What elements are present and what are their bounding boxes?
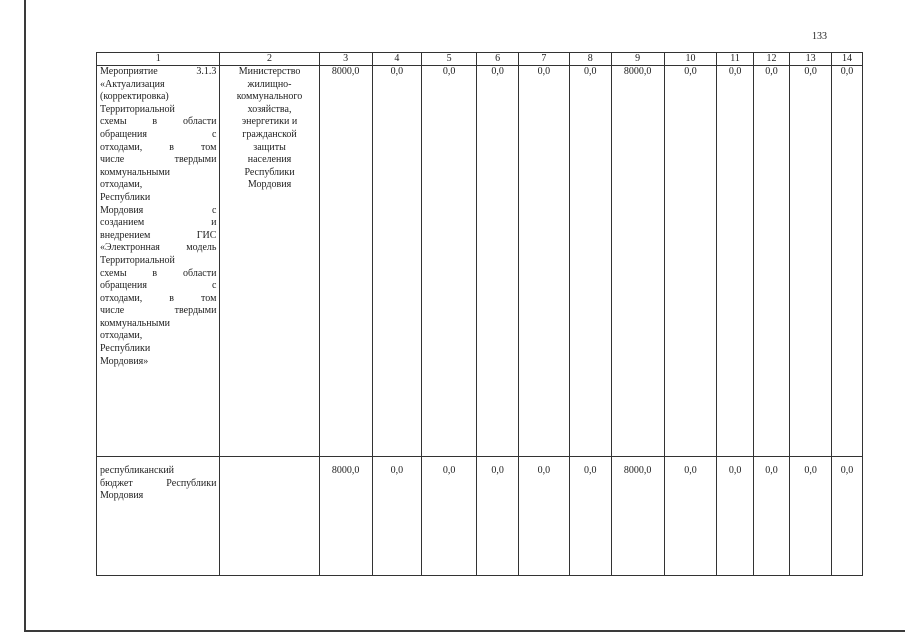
text-line: обращения с (100, 128, 217, 140)
column-header: 10 (664, 53, 717, 66)
text-line: Мордовия (100, 490, 144, 502)
value-cell: 0,0 (832, 66, 863, 457)
value-cell: 0,0 (717, 457, 753, 576)
text-line: коммунальными (100, 317, 170, 329)
text-line: хозяйства, (247, 103, 292, 115)
column-header: 5 (422, 53, 477, 66)
value-cell: 0,0 (477, 66, 519, 457)
text-line: Министерство (238, 66, 301, 77)
column-header: 8 (569, 53, 611, 66)
text-line: схемы в области (100, 267, 217, 279)
table-row-measure (97, 66, 863, 457)
text-line: внедрением ГИС (100, 229, 217, 241)
text-line: жилищно- (247, 78, 292, 90)
column-header: 3 (319, 53, 372, 66)
value-cell: 0,0 (569, 66, 611, 457)
value-cell: 8000,0 (611, 457, 664, 576)
text-line: защиты (253, 141, 286, 153)
responsible-executor-cell (220, 66, 319, 457)
text-line: бюджет Республики (100, 477, 217, 489)
text-line: отходами, в том (100, 141, 217, 153)
budget-table (96, 52, 863, 576)
text-line: обращения с (100, 280, 217, 292)
column-header: 1 (97, 53, 220, 66)
value-cell: 8000,0 (319, 66, 372, 457)
column-header: 9 (611, 53, 664, 66)
value-cell: 0,0 (477, 457, 519, 576)
value-cell: 0,0 (422, 457, 477, 576)
value-cell: 0,0 (664, 66, 717, 457)
value-cell: 0,0 (753, 66, 789, 457)
column-header: 13 (790, 53, 832, 66)
text-line: Территориальной (100, 254, 175, 266)
funding-source-cell (97, 457, 220, 576)
value-cell: 0,0 (717, 66, 753, 457)
text-line: числе твердыми (100, 305, 217, 317)
page-number: 133 (812, 31, 827, 42)
table-row-budget (97, 457, 863, 576)
value-cell: 0,0 (422, 66, 477, 457)
text-line: (корректировка) (100, 91, 169, 103)
text-line: Территориальной (100, 103, 175, 115)
text-line: отходами, в том (100, 292, 217, 304)
value-cell: 0,0 (664, 457, 717, 576)
text-line: схемы в области (100, 116, 217, 128)
value-cell: 0,0 (372, 66, 422, 457)
column-header: 12 (753, 53, 789, 66)
text-line: отходами, (100, 179, 143, 191)
text-line: коммунального (236, 91, 303, 103)
text-line: Мордовия (247, 179, 292, 191)
value-cell: 0,0 (790, 66, 832, 457)
value-cell: 0,0 (519, 66, 570, 457)
column-header: 6 (477, 53, 519, 66)
text-line: Мордовия» (100, 355, 149, 367)
text-line: Республики (244, 166, 295, 178)
text-line: коммунальными (100, 166, 170, 178)
value-cell: 8000,0 (611, 66, 664, 457)
text-line: гражданской (242, 128, 297, 140)
text-line: населения (247, 154, 292, 166)
measure-description-cell (97, 66, 220, 457)
value-cell: 0,0 (569, 457, 611, 576)
text-line: числе твердыми (100, 154, 217, 166)
header-row (97, 53, 863, 66)
column-header: 11 (717, 53, 753, 66)
value-cell: 0,0 (372, 457, 422, 576)
text-line: Республики (100, 343, 151, 355)
text-line: «Электронная модель (100, 242, 217, 254)
responsible-executor-cell (220, 457, 319, 576)
scan-border-bottom (24, 630, 905, 632)
text-line: Республики (100, 191, 151, 203)
text-line: Мордовия с (100, 204, 217, 216)
text-line: энергетики и (241, 116, 298, 128)
value-cell: 0,0 (519, 457, 570, 576)
text-line: «Актуализация (100, 78, 165, 90)
column-header: 2 (220, 53, 319, 66)
text-line: отходами, (100, 330, 143, 342)
text-line: республиканский (100, 465, 175, 476)
value-cell: 0,0 (790, 457, 832, 576)
text-line: Мероприятие 3.1.3 (100, 66, 217, 77)
text-line: созданием и (100, 217, 217, 229)
column-header: 4 (372, 53, 422, 66)
value-cell: 0,0 (832, 457, 863, 576)
column-header: 14 (832, 53, 863, 66)
value-cell: 0,0 (753, 457, 789, 576)
value-cell: 8000,0 (319, 457, 372, 576)
column-header: 7 (519, 53, 570, 66)
scan-border-left (24, 0, 26, 632)
